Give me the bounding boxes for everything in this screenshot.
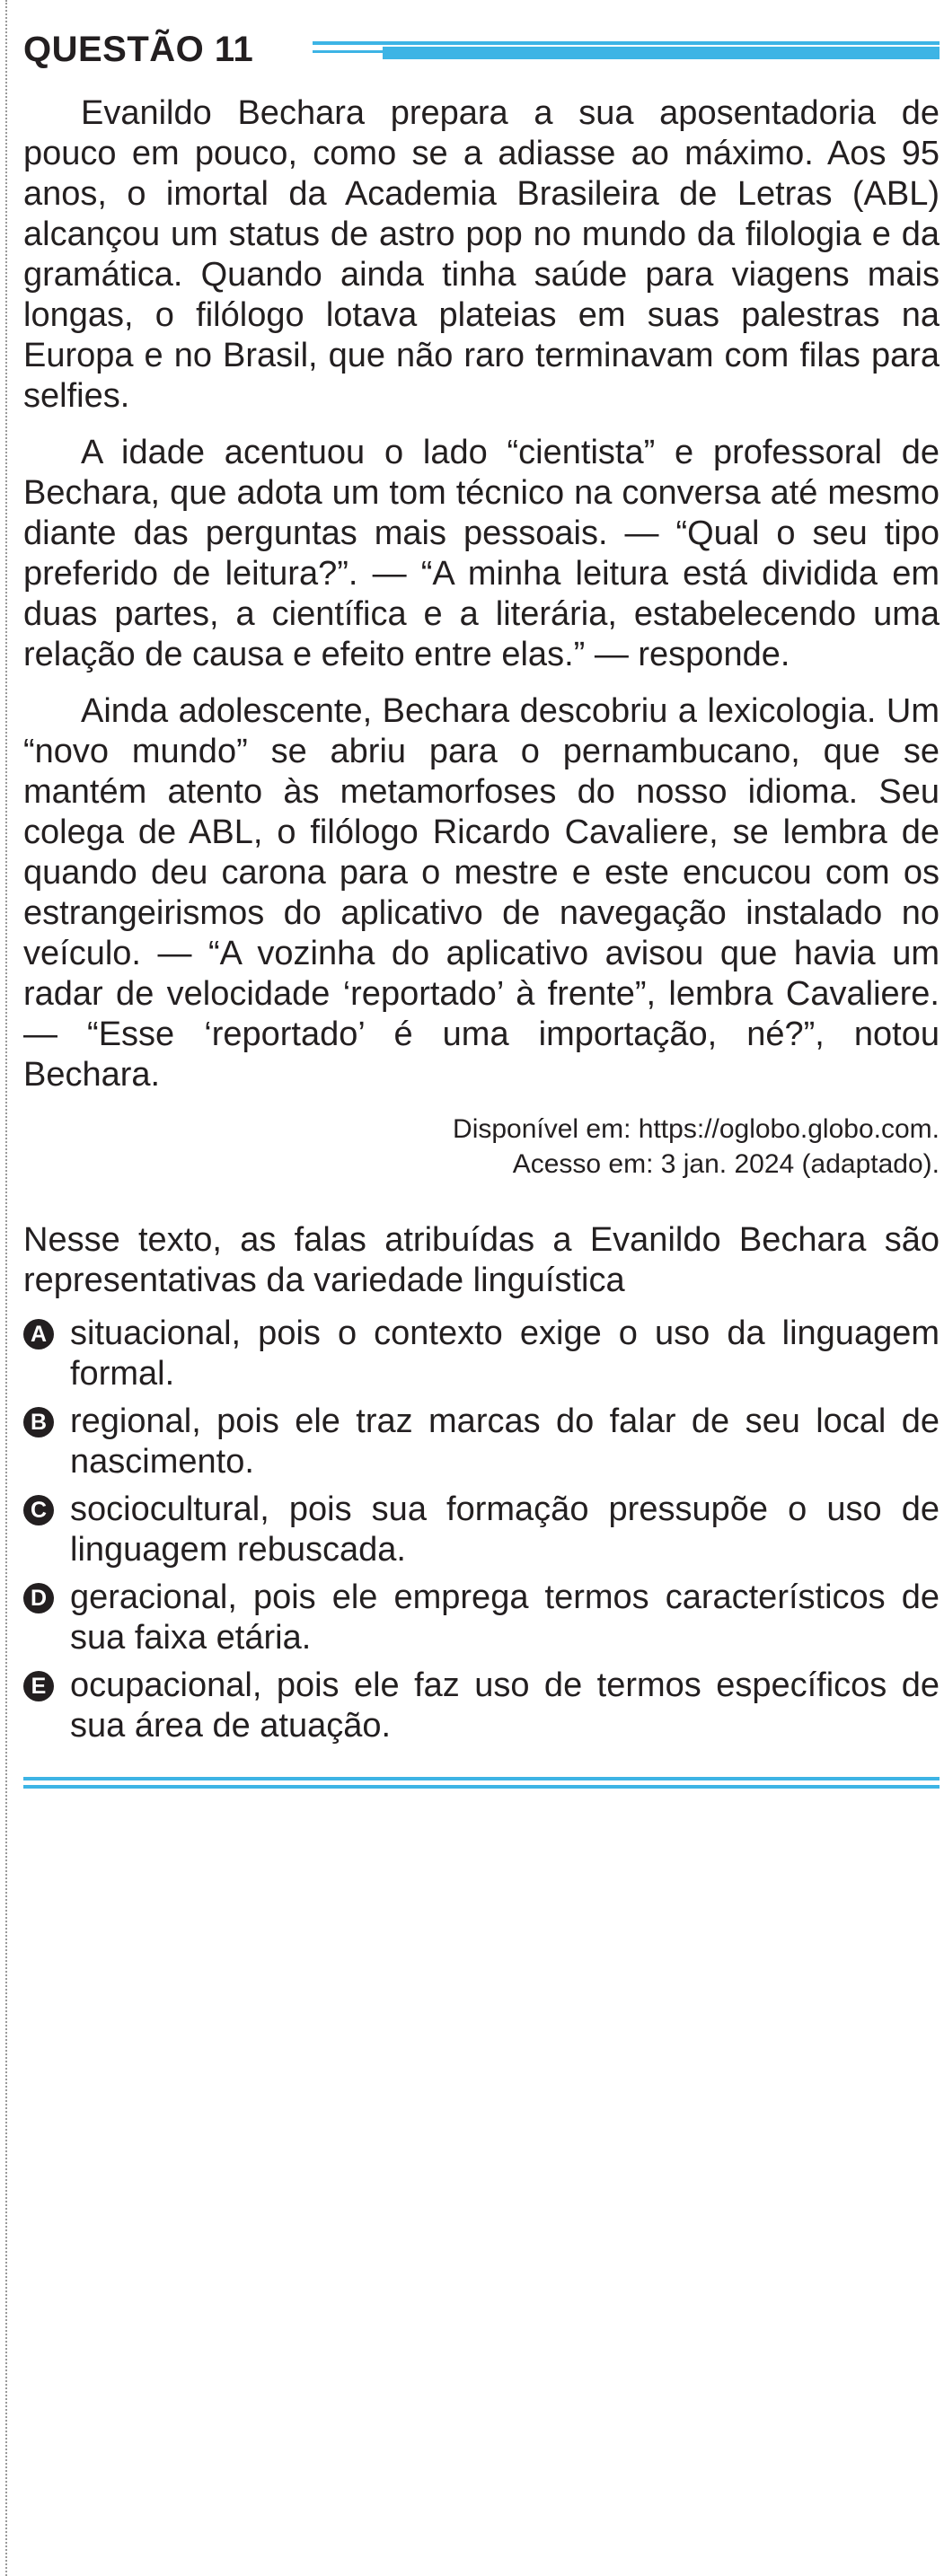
option-c[interactable]	[23, 1490, 940, 1570]
question-header	[23, 25, 940, 74]
option-a-letter-badge: A	[23, 1319, 54, 1350]
passage-text	[23, 93, 940, 1095]
left-margin-dotted-line	[5, 0, 7, 2576]
option-b-letter-badge: B	[23, 1407, 54, 1437]
option-c-text: sociocultural, pois sua formação pressupõe o uso de linguagem rebuscada.	[70, 1490, 940, 1569]
option-b[interactable]	[23, 1402, 940, 1482]
question-prompt: Nesse texto, as falas atribuídas a Evanildo Bechara são representativas da variedade linguística	[23, 1221, 940, 1299]
option-d-text: geracional, pois ele emprega termos característicos de sua faixa etária.	[70, 1578, 940, 1657]
option-e-text: ocupacional, pois ele faz uso de termos específicos de sua área de atuação.	[70, 1666, 940, 1745]
option-b-text: regional, pois ele traz marcas do falar de seu local de nascimento.	[70, 1402, 940, 1481]
footer-divider	[23, 1777, 940, 1789]
answer-options	[23, 1314, 940, 1746]
option-a-text: situacional, pois o contexto exige o uso da linguagem formal.	[70, 1314, 940, 1393]
passage-paragraph-3: Ainda adolescente, Bechara descobriu a lexicologia. Um “novo mundo” se abriu para o pernambucano, que se mantém atento às metamorfoses do nosso idioma. Seu colega de ABL, o filólogo Ricardo Cavaliere, se lembra de quando deu carona para o mestre e este encucou com os estrangeirismos do aplicativo de navegação instalado no veículo. — “A vozinha do aplicativo avisou que havia um radar de velocidade ‘reportado’ à frente”, lembra Cavaliere. — “Esse ‘reportado’ é uma importação, né?”, notou Bechara.	[23, 692, 940, 1094]
option-a[interactable]	[23, 1314, 940, 1394]
question-page	[23, 25, 940, 1789]
source-citation	[23, 1112, 940, 1182]
source-line-1: Disponível em: https://oglobo.globo.com.	[453, 1114, 940, 1144]
header-decorative-bar	[313, 41, 940, 59]
question-title: QUESTÃO 11	[23, 30, 254, 69]
option-e-letter-badge: E	[23, 1671, 54, 1701]
source-line-2: Acesso em: 3 jan. 2024 (adaptado).	[512, 1149, 940, 1179]
option-c-letter-badge: C	[23, 1495, 54, 1525]
option-e[interactable]	[23, 1666, 940, 1746]
option-d[interactable]	[23, 1578, 940, 1658]
option-d-letter-badge: D	[23, 1583, 54, 1613]
passage-paragraph-2: A idade acentuou o lado “cientista” e professoral de Bechara, que adota um tom técnico na conversa até mesmo diante das perguntas mais pessoais. — “Qual o seu tipo preferido de leitura?”. — “A minha leitura está dividida em duas partes, a científica e a literária, estabelecendo uma relação de causa e efeito entre elas.” — responde.	[23, 434, 940, 673]
passage-paragraph-1: Evanildo Bechara prepara a sua aposentadoria de pouco em pouco, como se a adiasse ao máximo. Aos 95 anos, o imortal da Academia Brasileira de Letras (ABL) alcançou um status de astro pop no mundo da filologia e da gramática. Quando ainda tinha saúde para viagens mais longas, o filólogo lotava plateias em suas palestras na Europa e no Brasil, que não raro terminavam com filas para selfies.	[23, 94, 940, 415]
